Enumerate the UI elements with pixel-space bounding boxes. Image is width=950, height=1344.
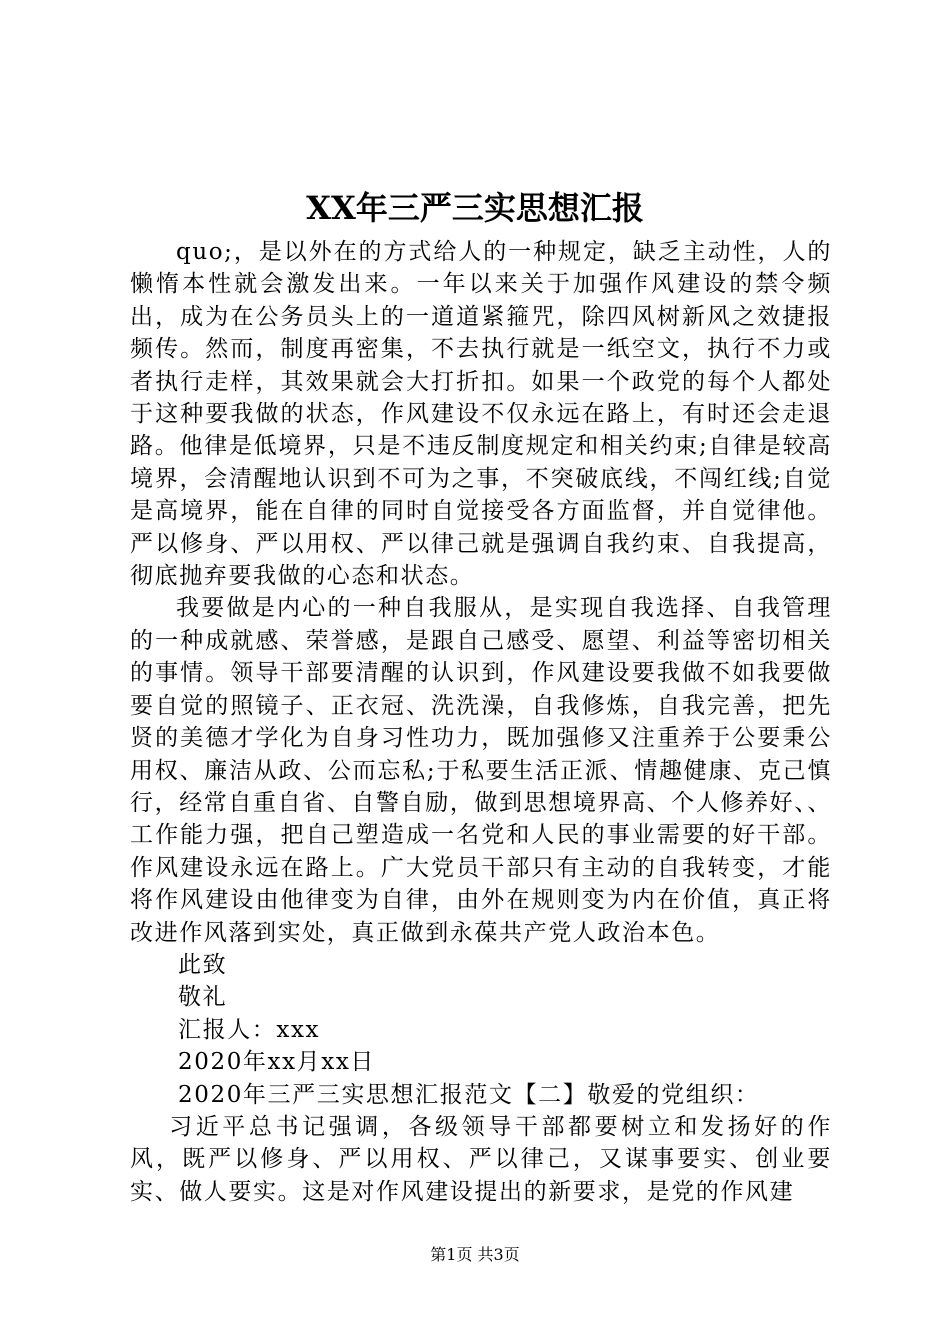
- second-section-heading: 2020年三严三实思想汇报范文【二】敬爱的党组织：: [178, 1081, 760, 1108]
- date-line: 2020年xx月xx日: [178, 1049, 376, 1076]
- salutation-line-1: 此致: [178, 951, 228, 978]
- document-title: XX年三严三实思想汇报: [306, 189, 644, 227]
- body-paragraph-1: quo;，是以外在的方式给人的一种规定，缺乏主动性，人的懒惰本性就会激发出来。一年以来关于加强作风建设的禁令频出，成为在公务员头上的一道道紧箍咒，除四风树新风之效捷报频传。然而，制度再密集，不去执行就是一纸空文，执行不力或者执行走样，其效果就会大打折扣。如果一个政党的每个人都处于这种要我做的状态，作风建设不仅永远在路上，有时还会走退路。他律是低境界，只是不违反制度规定和相关约束;自律是较高境界，会清醒地认识到不可为之事，不突破底线，不闯红线;自觉是高境界，能在自律的同时自觉接受各方面监督，并自觉律他。严以修身、严以用权、严以律己就是强调自我约束、自我提高，彻底抛弃要我做的心态和状态。: [130, 239, 832, 590]
- reporter-line: 汇报人：xxx: [178, 1016, 321, 1043]
- second-section-paragraph: 习近平总书记强调，各级领导干部都要树立和发扬好的作风，既严以修身、严以用权、严以律己，又谋事要实、创业要实、做人要实。这是对作风建设提出的新要求，是党的作风建: [130, 1113, 832, 1205]
- document-body: [130, 236, 832, 1208]
- salutation-line-2: 敬礼: [178, 984, 228, 1011]
- body-paragraph-2: 我要做是内心的一种自我服从，是实现自我选择、自我管理的一种成就感、荣誉感，是跟自己感受、愿望、利益等密切相关的事情。领导干部要清醒的认识到，作风建设要我做不如我要做要自觉的照镜子、正衣冠、洗洗澡，自我修炼，自我完善，把先贤的美德才学化为自身习性功力，既加强修又注重养于公要秉公用权、廉洁从政、公而忘私;于私要生活正派、情趣健康、克己慎行，经常自重自省、自警自励，做到思想境界高、个人修养好、、工作能力强，把自己塑造成一名党和人民的事业需要的好干部。作风建设永远在路上。广大党员干部只有主动的自我转变，才能将作风建设由他律变为自律，由外在规则变为内在价值，真正将改进作风落到实处，真正做到永葆共产党人政治本色。: [130, 595, 832, 946]
- page-footer: 第1页 共3页: [430, 1245, 520, 1264]
